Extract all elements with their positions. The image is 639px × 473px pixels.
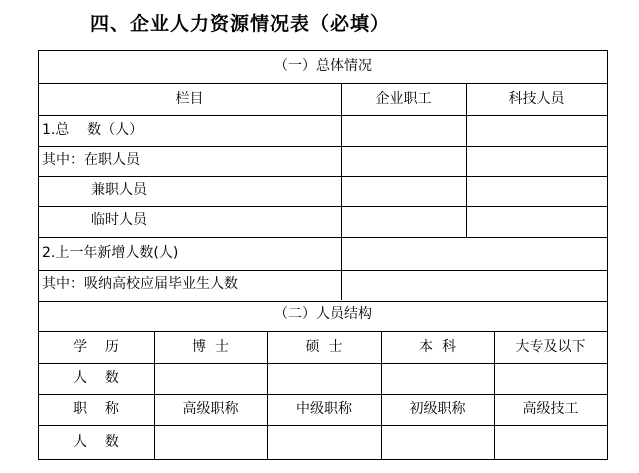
title-intermediate: 中级职称 — [296, 401, 352, 417]
row-graduate-hires: 其中：吸纳高校应届毕业生人数 — [42, 276, 238, 292]
education-bachelor: 本 科 — [419, 339, 456, 355]
row-new-hires: 2.上一年新增人数(人) — [42, 245, 179, 261]
title-senior-technician: 高级技工 — [522, 401, 579, 417]
form-title: 四、企业人力资源情况表（必填） — [90, 13, 391, 35]
section-overall-heading: （一）总体情况 — [274, 58, 372, 74]
row-part-time: 兼职人员 — [91, 182, 147, 198]
title-count-label: 人 数 — [73, 434, 119, 450]
education-college-below: 大专及以下 — [515, 339, 586, 355]
section-structure-heading: （二）人员结构 — [274, 306, 372, 322]
column-header-item: 栏目 — [175, 91, 204, 107]
education-label: 学 历 — [73, 339, 119, 355]
education-count-label: 人 数 — [73, 370, 119, 386]
education-doctorate: 博 士 — [192, 339, 229, 355]
row-temporary: 临时人员 — [91, 212, 147, 228]
column-header-tech: 科技人员 — [508, 91, 565, 107]
professional-title-label: 职 称 — [73, 401, 119, 417]
title-junior: 初级职称 — [409, 401, 466, 417]
column-header-staff: 企业职工 — [375, 91, 432, 107]
title-senior: 高级职称 — [182, 401, 239, 417]
education-master: 硕 士 — [305, 339, 343, 355]
row-total-count: 1.总 数（人） — [42, 122, 144, 138]
hr-table — [38, 50, 608, 460]
row-employed: 其中：在职人员 — [42, 152, 140, 168]
